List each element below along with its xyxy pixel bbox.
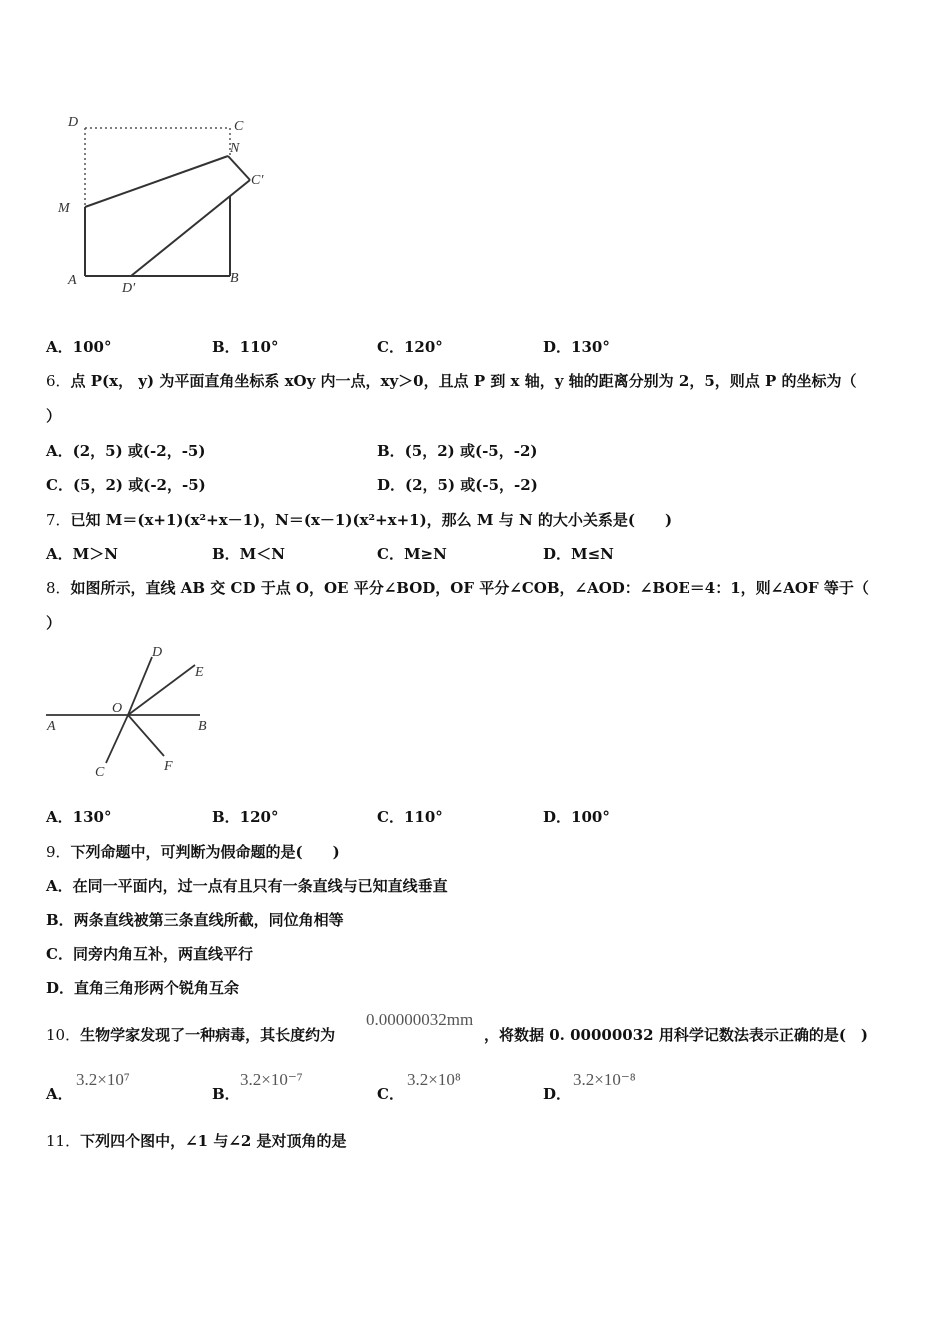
rectangle-fold-figure [50,110,280,300]
label-a: A [68,273,77,288]
q6-stem-line2: ） [46,407,62,425]
label-n: N [230,141,240,156]
q10-stem-before: 生物学家发现了一种病毒，其长度约为 [80,1026,336,1044]
q8-option-d[interactable]: D．100° [543,808,610,826]
q10-stem [46,1024,335,1045]
q8-option-a[interactable]: A．130° [46,808,112,826]
label-e: E [195,665,204,680]
q7-option-a[interactable]: A．M＞N [46,545,118,563]
q5-option-c[interactable]: C．120° [377,338,443,356]
q7-number: 7． [46,511,71,529]
q8-option-c[interactable]: C．110° [377,808,443,826]
label-d: D [68,115,79,130]
q6-stem [46,370,856,391]
q11-stem-text: 下列四个图中，∠1 与∠2 是对顶角的是 [80,1132,347,1150]
q10-option-d-value: 3.2×10⁻⁸ [573,1070,636,1089]
q7-stem [46,509,672,530]
q10-option-a[interactable]: A． [46,1085,73,1103]
q10-option-d[interactable]: D． [543,1085,572,1103]
label-c: C [234,119,244,134]
intersecting-lines-figure [40,640,230,785]
q6-option-a[interactable]: A．(2，5) 或(-2，-5) [46,442,206,460]
q6-option-c[interactable]: C．(5，2) 或(-2，-5) [46,476,206,494]
segment-nc [228,156,250,180]
q9-number: 9． [46,843,71,861]
q10-option-a-value: 3.2×10⁷ [76,1070,130,1089]
q11-number: 11． [46,1132,81,1150]
label-d: D [152,645,163,660]
label-b: B [230,271,239,286]
q9-stem-text: 下列命题中，可判断为假命题的是( ) [70,843,340,861]
q9-option-c[interactable]: C．同旁内角互补，两直线平行 [46,945,253,963]
q8-option-b[interactable]: B．120° [212,808,279,826]
q5-option-d[interactable]: D．130° [543,338,610,356]
q8-stem-line1: 如图所示，直线 AB 交 CD 于点 O，OE 平分∠BOD，OF 平分∠COB，∠AOD：∠BOE＝4：1，则∠AOF 等于（ [70,579,869,597]
q6-stem-line1: 点 P(x， y) 为平面直角坐标系 xOy 内一点，xy＞0，且点 P 到 x 轴，y 轴的距离分别为 2，5，则点 P 的坐标为（ [70,372,857,390]
q10-formula: 0.00000032mm [366,1010,474,1029]
q11-stem [46,1130,347,1151]
q10-stem-after: ，将数据 0. 00000032 用科学记数法表示正确的是( ) [484,1026,869,1044]
q7-option-b[interactable]: B．M＜N [212,545,285,563]
label-b: B [198,719,207,734]
segment-mn [85,156,228,207]
q8-stem [46,577,869,598]
q6-option-b[interactable]: B．(5，2) 或(-5，-2) [377,442,538,460]
label-f: F [164,759,173,774]
label-d-prime: D′ [122,281,136,296]
q7-stem-text: 已知 M＝(x+1)(x²+x－1)，N＝(x－1)(x²+x+1)，那么 M 与 N 的大小关系是( ) [70,511,673,529]
label-c: C [95,765,105,780]
label-m: M [58,201,70,216]
q10-number: 10． [46,1026,81,1044]
q6-number: 6． [46,372,71,390]
q6-option-d[interactable]: D．(2，5) 或(-5，-2) [377,476,538,494]
label-c-prime: C′ [251,173,264,188]
segment-cd [131,180,250,276]
q10-option-c-value: 3.2×10⁸ [407,1070,461,1089]
q5-option-a[interactable]: A．100° [46,338,112,356]
label-o: O [112,701,123,716]
q7-option-c[interactable]: C．M≥N [377,545,447,563]
q7-option-d[interactable]: D．M≤N [543,545,614,563]
q10-option-b-value: 3.2×10⁻⁷ [240,1070,303,1089]
q9-option-a[interactable]: A．在同一平面内，过一点有且只有一条直线与已知直线垂直 [46,877,448,895]
line-of [128,715,164,756]
q10-option-b[interactable]: B． [212,1085,240,1103]
line-oc [106,715,128,763]
q9-option-d[interactable]: D．直角三角形两个锐角互余 [46,979,240,997]
q9-stem [46,841,340,862]
q9-option-b[interactable]: B．两条直线被第三条直线所截，同位角相等 [46,911,344,929]
q8-stem-line2: ） [46,614,62,632]
q8-number: 8． [46,579,71,597]
label-a: A [47,719,56,734]
q10-option-c[interactable]: C． [377,1085,404,1103]
q5-option-b[interactable]: B．110° [212,338,279,356]
